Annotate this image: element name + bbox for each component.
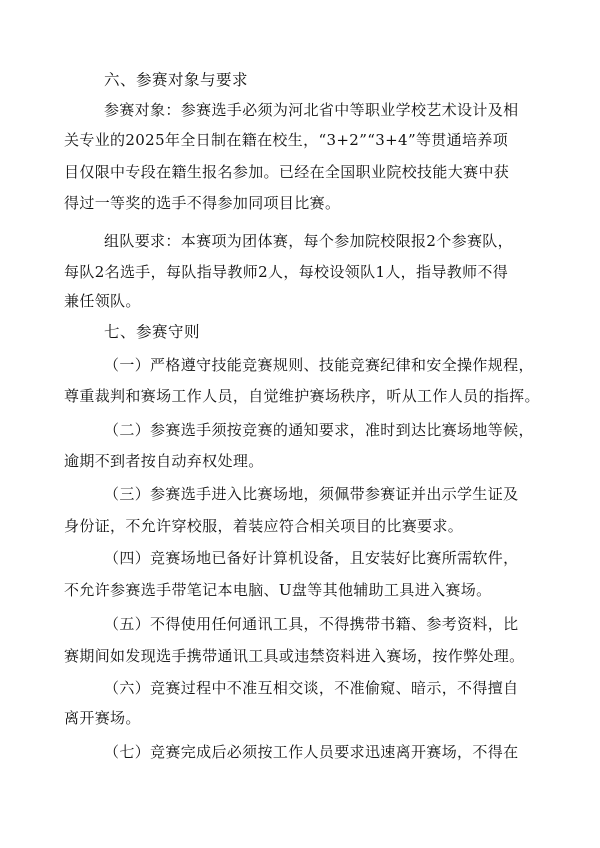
rule-1-line-1: （一）严格遵守技能竞赛规则、技能竞赛纪律和安全操作规程， [104,356,534,374]
section-7-heading: 七、参赛守则 [104,323,201,341]
rule-6-line-1: （六）竞赛过程中不准互相交谈，不准偷窥、暗示，不得擅自 [104,679,519,697]
rule-5-line-1: （五）不得使用任何通讯工具，不得携带书籍、参考资料，比 [104,615,519,633]
participants-line-3: 目仅限中专段在籍生报名参加。已经在全国职业院校技能大赛中获 [64,163,510,181]
rule-6-line-2: 离开赛场。 [64,709,141,727]
participants-line-1: 参赛对象：参赛选手必须为河北省中等职业学校艺术设计及相 [104,101,519,119]
rule-4-line-2: 不允许参赛选手带笔记本电脑、U盘等其他辅助工具进入赛场。 [64,581,492,599]
rule-7-line-1: （七）竞赛完成后必须按工作人员要求迅速离开赛场，不得在 [104,743,519,761]
rule-2-line-2: 逾期不到者按自动弃权处理。 [64,452,264,470]
team-line-3: 兼任领队。 [64,292,141,310]
rule-3-line-1: （三）参赛选手进入比赛场地，须佩带参赛证并出示学生证及 [104,485,519,503]
rule-3-line-2: 身份证，不允许穿校服，着装应符合相关项目的比赛要求。 [64,517,464,535]
participants-line-2: 关专业的2025年全日制在籍在校生，“3+2”“3+4”等贯通培养项 [64,131,509,149]
rule-5-line-2: 赛期间如发现选手携带通讯工具或违禁资料进入赛场，按作弊处理。 [64,647,525,665]
rule-4-line-1: （四）竞赛场地已备好计算机设备，且安装好比赛所需软件， [104,549,519,567]
section-6-heading: 六、参赛对象与要求 [104,71,249,89]
team-line-2: 每队2名选手，每队指导教师2人，每校设领队1人，指导教师不得 [64,263,509,281]
rule-1-line-2: 尊重裁判和赛场工作人员，自觉维护赛场秩序，听从工作人员的指挥。 [64,387,540,405]
participants-line-4: 得过一等奖的选手不得参加同项目比赛。 [64,194,341,212]
rule-2-line-1: （二）参赛选手须按竞赛的通知要求，准时到达比赛场地等候， [104,421,534,439]
team-line-1: 组队要求：本赛项为团体赛，每个参加院校限报2个参赛队， [104,232,513,250]
